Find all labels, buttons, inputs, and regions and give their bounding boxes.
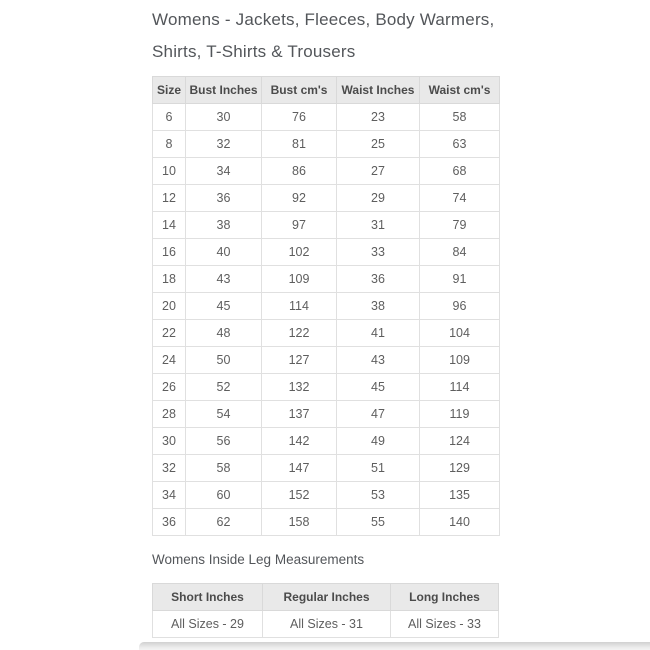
table-row (153, 212, 500, 239)
table-cell: 62 (186, 509, 262, 536)
table-cell: 152 (262, 482, 337, 509)
table-cell: 132 (262, 374, 337, 401)
table-cell: 45 (337, 374, 420, 401)
table-cell: 38 (186, 212, 262, 239)
page-title (152, 4, 592, 68)
table-cell: 122 (262, 320, 337, 347)
table-cell: 18 (153, 266, 186, 293)
table-cell: 147 (262, 455, 337, 482)
column-header: Waist cm's (420, 77, 500, 104)
table-cell: 109 (420, 347, 500, 374)
table-cell: 109 (262, 266, 337, 293)
table-row (153, 455, 500, 482)
table-cell: 52 (186, 374, 262, 401)
table-cell: 36 (153, 509, 186, 536)
table-row (153, 347, 500, 374)
table-cell: 33 (337, 239, 420, 266)
table-cell: 97 (262, 212, 337, 239)
table-cell: 49 (337, 428, 420, 455)
table-cell: 41 (337, 320, 420, 347)
table-cell: 63 (420, 131, 500, 158)
table-row (153, 482, 500, 509)
table-cell: 114 (262, 293, 337, 320)
table-cell: 20 (153, 293, 186, 320)
table-cell: 76 (262, 104, 337, 131)
table-cell: 127 (262, 347, 337, 374)
table-cell: All Sizes - 31 (263, 611, 391, 638)
leg-table-header-row (153, 584, 499, 611)
size-table-body (153, 104, 500, 536)
table-cell: 84 (420, 239, 500, 266)
table-cell: 12 (153, 185, 186, 212)
table-cell: 92 (262, 185, 337, 212)
leg-table-body (153, 611, 499, 638)
size-table-header-row (153, 77, 500, 104)
table-cell: 53 (337, 482, 420, 509)
column-header: Regular Inches (263, 584, 391, 611)
table-cell: 32 (153, 455, 186, 482)
table-cell: 102 (262, 239, 337, 266)
table-cell: All Sizes - 33 (391, 611, 499, 638)
table-cell: 119 (420, 401, 500, 428)
table-cell: 31 (337, 212, 420, 239)
table-cell: 25 (337, 131, 420, 158)
inside-leg-table (152, 583, 499, 638)
table-row (153, 509, 500, 536)
table-cell: 68 (420, 158, 500, 185)
table-cell: 26 (153, 374, 186, 401)
table-cell: 54 (186, 401, 262, 428)
table-cell: 56 (186, 428, 262, 455)
column-header: Long Inches (391, 584, 499, 611)
table-cell: 40 (186, 239, 262, 266)
column-header: Short Inches (153, 584, 263, 611)
table-cell: 30 (186, 104, 262, 131)
column-header: Size (153, 77, 186, 104)
table-cell: 91 (420, 266, 500, 293)
table-row (153, 131, 500, 158)
table-cell: 129 (420, 455, 500, 482)
table-row (153, 185, 500, 212)
table-cell: 36 (186, 185, 262, 212)
table-cell: 45 (186, 293, 262, 320)
page-title-line2: Shirts, T-Shirts & Trousers (152, 42, 356, 61)
column-header: Bust cm's (262, 77, 337, 104)
column-header: Bust Inches (186, 77, 262, 104)
table-cell: 8 (153, 131, 186, 158)
table-cell: 55 (337, 509, 420, 536)
table-cell: 34 (186, 158, 262, 185)
table-cell: 135 (420, 482, 500, 509)
table-cell: 43 (337, 347, 420, 374)
size-measurements-table (152, 76, 500, 536)
table-cell: 30 (153, 428, 186, 455)
table-cell: 16 (153, 239, 186, 266)
table-cell: 47 (337, 401, 420, 428)
table-row (153, 104, 500, 131)
table-cell: All Sizes - 29 (153, 611, 263, 638)
inside-leg-heading: Womens Inside Leg Measurements (152, 552, 365, 567)
table-row (153, 374, 500, 401)
table-row (153, 428, 500, 455)
table-cell: 28 (153, 401, 186, 428)
bottom-panel-edge (139, 642, 650, 650)
table-cell: 96 (420, 293, 500, 320)
table-cell: 43 (186, 266, 262, 293)
table-cell: 79 (420, 212, 500, 239)
table-cell: 6 (153, 104, 186, 131)
table-row (153, 239, 500, 266)
table-cell: 142 (262, 428, 337, 455)
table-cell: 60 (186, 482, 262, 509)
table-row (153, 266, 500, 293)
table-cell: 34 (153, 482, 186, 509)
table-cell: 50 (186, 347, 262, 374)
table-row (153, 401, 500, 428)
column-header: Waist Inches (337, 77, 420, 104)
table-cell: 24 (153, 347, 186, 374)
table-cell: 158 (262, 509, 337, 536)
table-cell: 22 (153, 320, 186, 347)
table-cell: 58 (420, 104, 500, 131)
table-cell: 38 (337, 293, 420, 320)
table-cell: 23 (337, 104, 420, 131)
table-cell: 51 (337, 455, 420, 482)
table-cell: 36 (337, 266, 420, 293)
table-cell: 29 (337, 185, 420, 212)
table-cell: 32 (186, 131, 262, 158)
table-cell: 81 (262, 131, 337, 158)
table-row (153, 158, 500, 185)
table-cell: 140 (420, 509, 500, 536)
table-cell: 124 (420, 428, 500, 455)
table-cell: 137 (262, 401, 337, 428)
table-cell: 86 (262, 158, 337, 185)
table-cell: 74 (420, 185, 500, 212)
table-cell: 10 (153, 158, 186, 185)
table-cell: 58 (186, 455, 262, 482)
table-row (153, 611, 499, 638)
table-cell: 104 (420, 320, 500, 347)
table-row (153, 320, 500, 347)
table-cell: 114 (420, 374, 500, 401)
page-title-line1: Womens - Jackets, Fleeces, Body Warmers, (152, 10, 495, 29)
table-cell: 27 (337, 158, 420, 185)
table-cell: 14 (153, 212, 186, 239)
table-cell: 48 (186, 320, 262, 347)
table-row (153, 293, 500, 320)
